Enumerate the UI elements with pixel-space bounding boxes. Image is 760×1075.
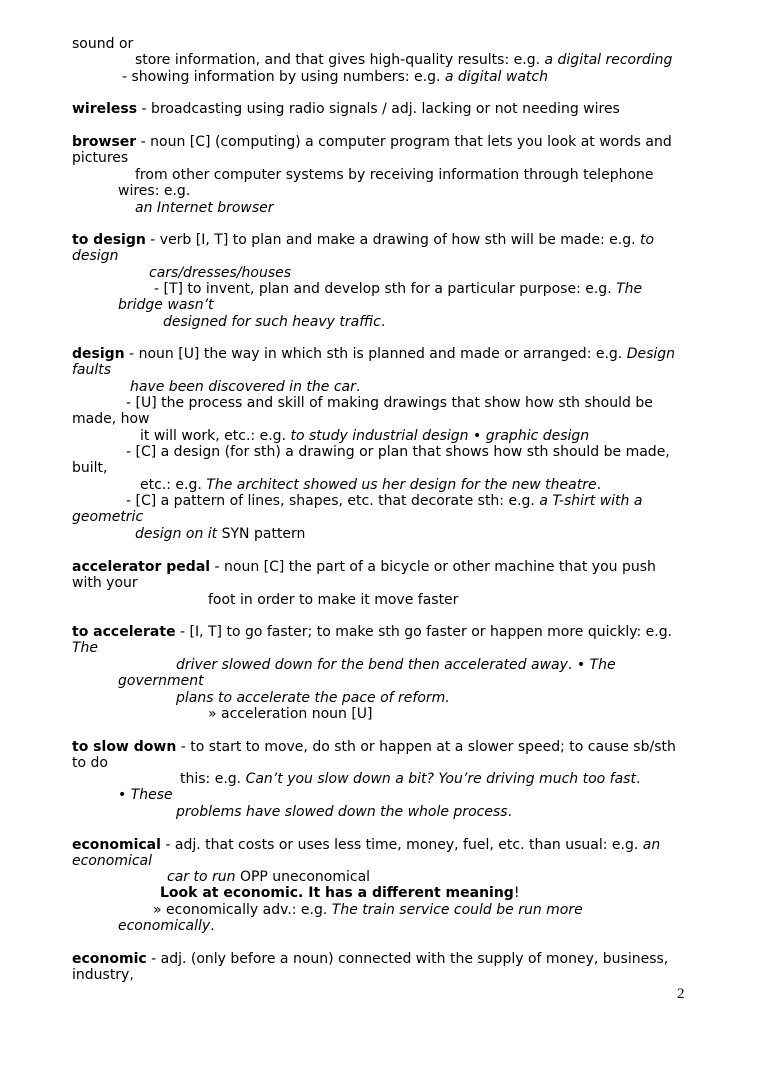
text-line (72, 101, 620, 117)
definition-text: this: e.g. (180, 771, 246, 787)
definition-text: from other computer systems by receiving information through telephone (135, 167, 654, 183)
example-text: The train service could be run more (331, 902, 583, 918)
example-text: driver slowed down for the bend then accelerated away (176, 657, 568, 673)
definition-text: etc.: e.g. (140, 477, 207, 493)
text-line (135, 52, 672, 68)
definition-text: . (380, 314, 386, 330)
text-line (149, 265, 291, 281)
page-number: 2 (677, 986, 685, 1002)
headword: economical (72, 837, 161, 853)
example-text: cars/dresses/houses (149, 265, 292, 281)
text-line (140, 477, 601, 493)
text-line (140, 428, 589, 444)
definition-text: - adj. (only before a noun) connected with the supply of money, business, (146, 951, 669, 967)
definition-text: - noun [C] the part of a bicycle or other machine that you push (210, 559, 656, 575)
example-text: The (616, 281, 643, 297)
text-line (72, 575, 138, 591)
definition-text: . (507, 804, 512, 820)
text-line (176, 804, 512, 820)
text-line (72, 411, 150, 427)
definition-text: sound or (72, 36, 134, 52)
example-text: • These (118, 787, 173, 803)
text-line (72, 755, 108, 771)
example-text: problems have slowed down the whole process (176, 804, 508, 820)
definition-text: pictures (72, 150, 129, 166)
text-line (72, 134, 672, 150)
definition-text: store information, and that gives high-quality results: e.g. (135, 52, 545, 68)
definition-text: to do (72, 755, 108, 771)
text-line (180, 771, 640, 787)
text-line (160, 885, 519, 901)
definition-text: - [C] a pattern of lines, shapes, etc. that decorate sth: e.g. (126, 493, 540, 509)
text-line (72, 248, 118, 264)
text-line (72, 150, 128, 166)
text-line (163, 314, 385, 330)
definition-text: - noun [C] (computing) a computer program that lets you look at words and (136, 134, 672, 150)
example-text: a digital watch (444, 69, 548, 85)
definition-text: - [C] a design (for sth) a drawing or plan that shows how sth should be made, (126, 444, 670, 460)
definition-text: - [T] to invent, plan and develop sth for a particular purpose: e.g. (154, 281, 617, 297)
text-line (72, 640, 98, 656)
definition-text: industry, (72, 967, 134, 983)
text-line (72, 624, 672, 640)
definition-text: OPP uneconomical (235, 869, 371, 885)
text-line (130, 379, 360, 395)
example-text: Can’t you slow down a bit? You’re driving much too fast (245, 771, 636, 787)
example-text: have been discovered in the car (130, 379, 356, 395)
example-text: The (72, 640, 99, 656)
example-text: • The (576, 657, 616, 673)
text-line (167, 869, 370, 885)
example-text: to study industrial design • graphic design (290, 428, 590, 444)
definition-text: made, how (72, 411, 150, 427)
example-text: to (640, 232, 655, 248)
definition-text: - [U] the process and skill of making drawings that show how sth should be (126, 395, 653, 411)
definition-text: it will work, etc.: e.g. (140, 428, 291, 444)
text-line (126, 493, 642, 509)
text-line (72, 346, 675, 362)
example-text: geometric (72, 509, 144, 525)
text-line (176, 657, 616, 673)
example-text: an (642, 837, 661, 853)
definition-text: SYN pattern (217, 526, 306, 542)
headword: accelerator pedal (72, 559, 211, 575)
text-line (72, 36, 133, 52)
headword: to design (72, 232, 146, 248)
headword: wireless (72, 101, 138, 117)
text-line (118, 183, 190, 199)
definition-text: . (355, 379, 361, 395)
definition-text: . (567, 657, 577, 673)
text-line (208, 706, 373, 722)
example-text: an Internet browser (135, 200, 274, 216)
text-line (72, 232, 654, 248)
headword: Look at economic. It has a different meaning (160, 885, 514, 901)
example-text: car to run (167, 869, 236, 885)
definition-text: » economically adv.: e.g. (153, 902, 332, 918)
text-line (72, 837, 660, 853)
text-line (122, 69, 548, 85)
headword: browser (72, 134, 137, 150)
text-line (72, 362, 111, 378)
example-text: a digital recording (544, 52, 673, 68)
text-line (72, 853, 152, 869)
text-line (126, 444, 670, 460)
definition-text: with your (72, 575, 138, 591)
text-line (118, 918, 215, 934)
text-line (153, 902, 583, 918)
example-text: bridge wasn’t (118, 297, 214, 313)
definition-text: - [I, T] to go faster; to make sth go faster or happen more quickly: e.g. (175, 624, 673, 640)
definition-text: . (596, 477, 602, 493)
definition-text: ! (513, 885, 520, 901)
example-text: economically (118, 918, 211, 934)
headword: economic (72, 951, 147, 967)
text-line (72, 460, 107, 476)
text-line (126, 395, 653, 411)
headword: to accelerate (72, 624, 176, 640)
example-text: economical (72, 853, 153, 869)
text-line (135, 200, 274, 216)
text-line (135, 526, 305, 542)
text-line (72, 739, 676, 755)
text-line (72, 951, 668, 967)
headword: to slow down (72, 739, 177, 755)
example-text: designed for such heavy traffic (163, 314, 381, 330)
example-text: design on it (135, 526, 218, 542)
definition-text: - adj. that costs or uses less time, money, fuel, etc. than usual: e.g. (160, 837, 643, 853)
example-text: government (118, 673, 204, 689)
example-text: plans to accelerate the pace of reform. (176, 690, 450, 706)
example-text: Design (626, 346, 676, 362)
definition-text: - verb [I, T] to plan and make a drawing of how sth will be made: e.g. (145, 232, 641, 248)
text-line (154, 281, 642, 297)
text-line (72, 509, 143, 525)
definition-text: built, (72, 460, 108, 476)
example-text: a T-shirt with a (539, 493, 643, 509)
text-line (72, 559, 656, 575)
example-text: design (72, 248, 119, 264)
definition-text: . (210, 918, 215, 934)
example-text: The architect showed us her design for the new theatre (206, 477, 597, 493)
definition-text: - showing information by using numbers: e.g. (122, 69, 445, 85)
text-line (208, 592, 458, 608)
definition-text: » acceleration noun [U] (208, 706, 373, 722)
definition-text: foot in order to make it move faster (208, 592, 459, 608)
definition-text: wires: e.g. (118, 183, 191, 199)
headword: design (72, 346, 125, 362)
text-line (72, 967, 134, 983)
text-line (118, 787, 173, 803)
definition-text: - noun [U] the way in which sth is planned and made or arranged: e.g. (124, 346, 627, 362)
text-line (176, 690, 450, 706)
text-line (118, 673, 204, 689)
definition-text: - to start to move, do sth or happen at a slower speed; to cause sb/sth (176, 739, 676, 755)
definition-text: - broadcasting using radio signals / adj. lacking or not needing wires (137, 101, 620, 117)
definition-text: . (635, 771, 641, 787)
text-line (118, 297, 214, 313)
example-text: faults (72, 362, 112, 378)
text-line (135, 167, 654, 183)
